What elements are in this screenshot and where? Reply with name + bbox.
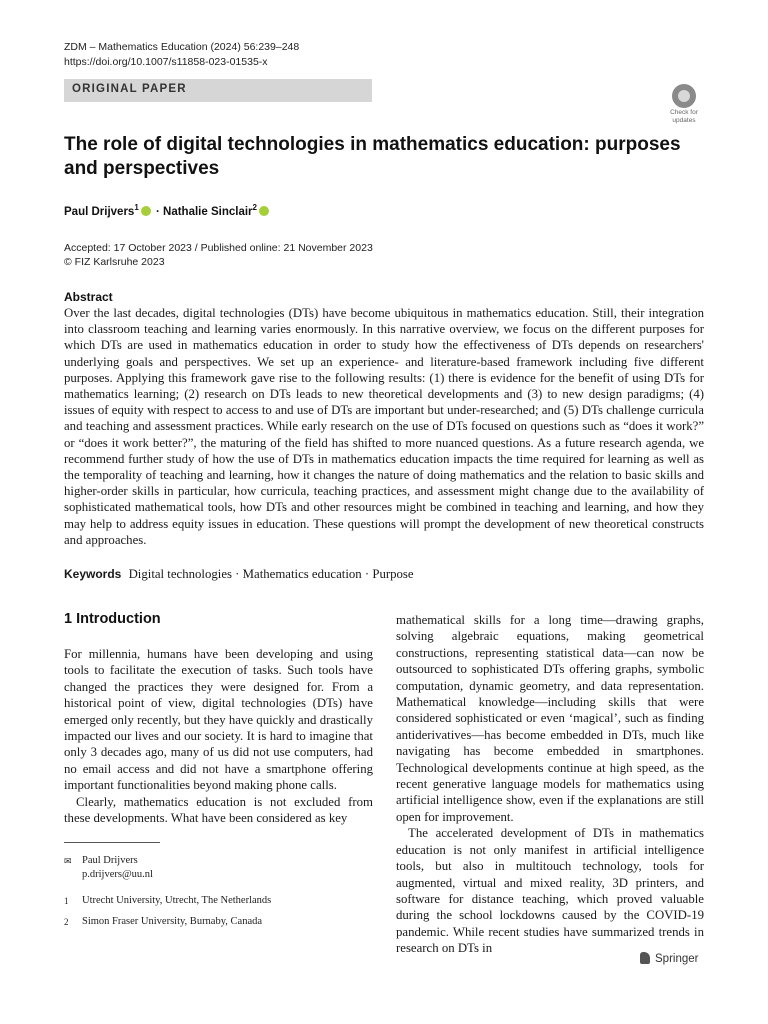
publisher-name: Springer (655, 953, 699, 965)
author-name: Nathalie Sinclair (163, 205, 253, 218)
affiliation-number: 1 (64, 896, 69, 906)
author-list (64, 203, 271, 218)
corresponding-author (64, 854, 153, 882)
abstract-text: Over the last decades, digital technologies (DTs) have become ubiquitous in mathematics education. Still, their integration into classroom teaching and learning varies enormously. In this narrative overview, we focus on the different purposes for which DTs are used in mathematics education in order to study how the effectiveness of DTs depends on researchers' underlying goals and perspectives. We set up an experience- and literature-based framework including five different purposes. Applying this framework gave rise to the following results: (1) there is evidence for the benefit of using DTs for mathematics learning; (2) research on DTs leads to new theoretical developments and (3) to new design paradigms; (4) issues of equity with respect to access to and use of DTs are important but under-researched; and (5) DTs challenge curricula and teaching and assessment practices. While early research on the use of DTs focused on questions such as “does it work?” or “does it work better?”, the maturing of the field has shifted to more nuanced questions. As a future research agenda, we recommend further study of how the use of DTs in mathematics education impacts the time required for learning as well as the temporality of teaching and learning, how it changes the nature of doing mathematics and the relation to basic skills and higher-order skills in particular, how curricula, teaching practices, and assessment might change due to the availability of sophisticated mathematical tools, how DTs and other resources might be combined in teaching and learning, and how they may help to address equity issues in education. These questions will prompt the development of new theoretical constructs and approaches. (64, 306, 704, 547)
article-type-label: ORIGINAL PAPER (72, 83, 187, 95)
doi-link[interactable]: https://doi.org/10.1007/s11858-023-01535-x (64, 56, 268, 68)
keywords (64, 566, 704, 582)
paragraph: For millennia, humans have been developing and using tools to facilitate the execution of tasks. Such tools have changed the practices they were designed for. From a historical point of view, digital technologies (DTs) have emerged only recently, but they have quickly and drastically impacted our lives and our society. It is hard to imagine that only 3 decades ago, many of us did not use computers, had no email access and did not have a smartphone offering important functionalities beyond making phone calls. (64, 647, 373, 793)
author-name: Paul Drijvers (64, 205, 135, 218)
springer-horse-icon (640, 952, 650, 964)
orcid-icon[interactable] (141, 206, 151, 216)
keywords-label: Keywords (64, 567, 122, 581)
paragraph: mathematical skills for a long time—drawing graphs, solving algebraic equations, making geometrical constructions, representing statistical data—can now be outsourced to sophisticated DTs offering graphs, symbolic computation, dynamic geometry, and data representation. Mathematical knowledge—including skills that were considered sophisticated or even ‘magical’, such as finding antiderivatives—has become embedded in DTs, much like navigating has become embedded in smartphones. Technological developments continue at high speed, as the recent generative language models for mathematics using artificial intelligence show, even if the explanations are still open for improvement. (396, 613, 704, 824)
article-type-banner (64, 79, 372, 102)
corresponding-name: Paul Drijvers (82, 855, 138, 866)
footnote-rule (64, 842, 160, 843)
check-for-updates-badge[interactable] (664, 84, 704, 124)
check-updates-icon (672, 84, 696, 108)
orcid-icon[interactable] (259, 206, 269, 216)
copyright-line: © FIZ Karlsruhe 2023 (64, 256, 165, 268)
abstract-heading: Abstract (64, 290, 113, 304)
corresponding-email[interactable]: p.drijvers@uu.nl (82, 869, 153, 880)
right-column (396, 612, 704, 957)
journal-citation: ZDM – Mathematics Education (2024) 56:239–248 (64, 41, 300, 53)
affiliation-text: Simon Fraser University, Burnaby, Canada (82, 916, 263, 927)
affiliation-mark: 2 (252, 203, 257, 212)
author-separator: · (155, 205, 160, 218)
left-column (64, 646, 373, 826)
badge-label-2: updates (672, 117, 696, 124)
affiliation-mark: 1 (134, 203, 139, 212)
envelope-icon: ✉ (64, 856, 72, 866)
affiliation-1 (64, 894, 271, 908)
dates-line: Accepted: 17 October 2023 / Published online: 21 November 2023 (64, 242, 373, 254)
section-heading: 1 Introduction (64, 611, 161, 627)
paragraph: The accelerated development of DTs in mathematics education is not only manifest in artificial intelligence tools, but also in multitouch technology, tools for augmented, virtual and mixed reality, 3D printers, and software for distance teaching, which proved valuable during the school lockdowns caused by the COVID-19 pandemic. While recent studies have summarized trends in research on DTs in (396, 826, 704, 956)
paper-title: The role of digital technologies in mathematics education: purposes and perspectives (64, 134, 681, 179)
publication-dates (64, 241, 373, 269)
affiliation-2 (64, 915, 262, 929)
paragraph: Clearly, mathematics education is not excluded from these developments. What have been considered as key (64, 794, 373, 826)
affiliation-number: 2 (64, 917, 69, 927)
keywords-list: Digital technologies · Mathematics education · Purpose (128, 567, 414, 581)
badge-label-1: Check for (670, 109, 698, 116)
publisher-logo (640, 952, 698, 965)
journal-header (64, 40, 299, 70)
affiliation-text: Utrecht University, Utrecht, The Netherlands (82, 895, 272, 906)
